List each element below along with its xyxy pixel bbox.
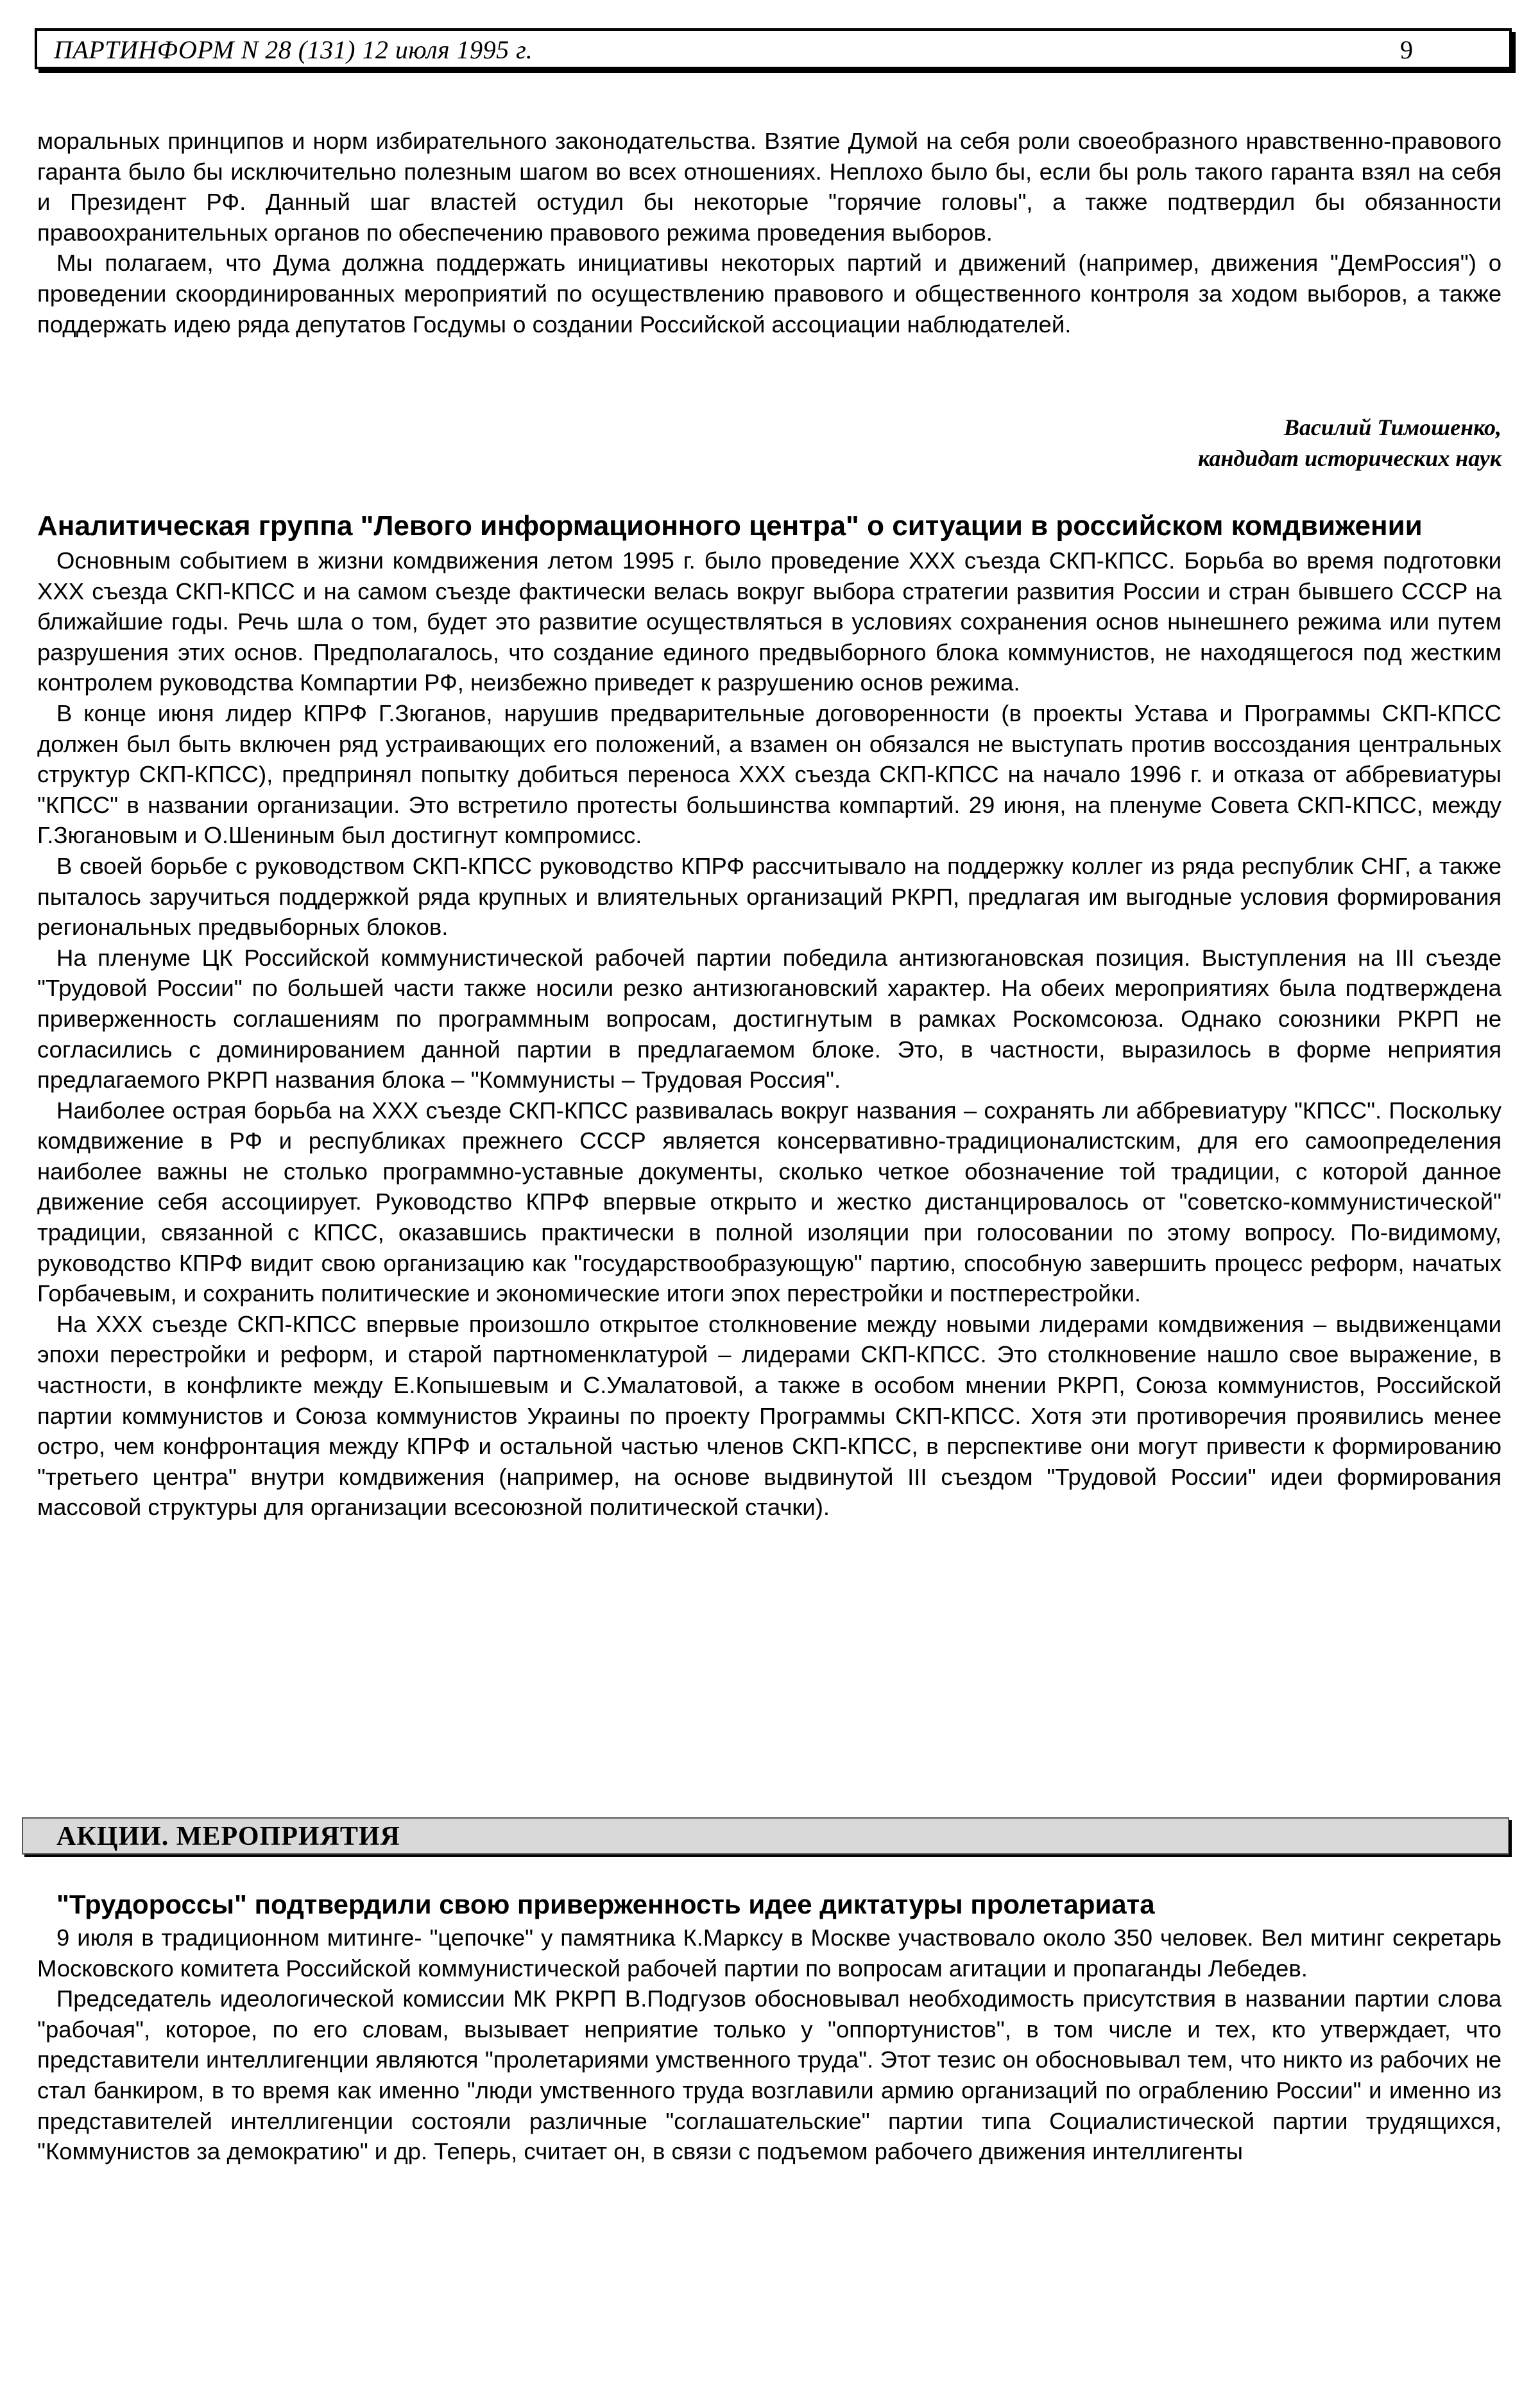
article-1-signature bbox=[1198, 412, 1502, 474]
article-2-paragraph: Наиболее острая борьба на XXX съезде СКП-КПСС развивалась вокруг названия – сохранять ли аббревиатуру "КПСС". Поскольку комдвижение в РФ и республиках прежнего СССР является консервативно-традиционалистским, для его самоопределения наиболее важны не столько программно-уставные документы, сколько четкое обозначение той традиции, с которой данное движение себя ассоциирует. Руководство КПРФ впервые открыто и жестко дистанцировалось от "советско-коммунистической" традиции, связанной с КПСС, оказавшись практически в полной изоляции при голосовании по этому вопросу. По-видимому, руководство КПРФ видит свою организацию как "государствообразующую" партию, способную завершить процесс реформ, начатых Горбачевым, и сохранить политические и экономические итоги эпох перестройки и постперестройки. bbox=[37, 1097, 1502, 1307]
article-2-paragraph: Основным событием в жизни комдвижения летом 1995 г. было проведение XXX съезда СКП-КПСС. Борьба во время подготовки XXX съезда СКП-КПСС и на самом съезде фактически велась вокруг выбора стратегии развития России и стран бывшего СССР на ближайшие годы. Речь шла о том, будет это развитие осуществляться в условиях сохранения основ нынешнего режима или путем разрушения этих основ. Предполагалось, что создание единого предвыборного блока коммунистов, не находящегося под жестким контролем руководства Компартии РФ, неизбежно приведет к разрушению основ режима. bbox=[37, 547, 1502, 696]
author-title: кандидат исторических наук bbox=[1197, 445, 1502, 471]
article-3-paragraph: Председатель идеологической комиссии МК РКРП В.Подгузов обосновывал необходимость присутствия в названии партии слова "рабочая", которое, по его словам, вызывает неприятие только у "оппортунистов", в том числе и тех, кто утверждает, что представители интеллигенции являются "пролетариями умственного труда". Этот тезис он обосновывал тем, что никто из рабочих не стал банкиром, в то время как именно "люди умственного труда возглавили армию организаций по ограблению России" и именно из представителей интеллигенции состояли различные "соглашательские" партии типа Социалистической партии трудящихся, "Коммунистов за демократию" и др. Теперь, считает он, в связи с подъемом рабочего движения интеллигенты bbox=[37, 1985, 1502, 2165]
page-header bbox=[35, 28, 1512, 69]
article-1-paragraph: моральных принципов и норм избирательного законодательства. Взятие Думой на себя роли своеобразного нравственно-правового гаранта было бы исключительно полезным шагом во всех отношениях. Неплохо было бы, если бы роль такого гаранта взял на себя и Президент РФ. Данный шаг властей остудил бы некоторые "горячие головы", а также подтвердил бы обязанности правоохранительных органов по обеспечению правового режима проведения выборов. bbox=[37, 128, 1502, 246]
article-2-paragraph: На пленуме ЦК Российской коммунистической рабочей партии победила антизюгановская позиция. Выступления на III съезде "Трудовой России" по большей части также носили резко антизюгановский характер. На обеих мероприятиях была подтверждена приверженность соглашениям по программным вопросам, достигнутым в рамках Роскомсоюза. Однако союзники РКРП не согласились с доминированием данной партии в предлагаемом блоке. Это, в частности, выразилось в форме неприятия предлагаемого РКРП названия блока – "Коммунисты – Трудовая Россия". bbox=[37, 944, 1502, 1093]
publication-title: ПАРТИНФОРМ N 28 (131) 12 июля 1995 г. bbox=[54, 35, 533, 64]
article-2 bbox=[37, 510, 1502, 1523]
article-3-body bbox=[37, 1923, 1502, 2167]
section-header-bar bbox=[22, 1817, 1509, 1855]
article-1-paragraph: Мы полагаем, что Дума должна поддержать инициативы некоторых партий и движений (например, движения "ДемРоссия") о проведении скоординированных мероприятий по осуществлению правового и общественного контроля за ходом выборов, а также поддержать идею ряда депутатов Госдумы о создании Российской ассоциации наблюдателей. bbox=[37, 250, 1502, 338]
article-2-body bbox=[37, 545, 1502, 1523]
section-title: АКЦИИ. МЕРОПРИЯТИЯ bbox=[56, 1822, 400, 1851]
article-3-heading: "Трудороссы" подтвердили свою приверженность идее диктатуры пролетариата bbox=[56, 1889, 1155, 1919]
article-1-body bbox=[37, 126, 1502, 339]
article-3 bbox=[37, 1888, 1502, 2167]
author-name: Василий Тимошенко, bbox=[1283, 415, 1502, 440]
page-number: 9 bbox=[1400, 35, 1413, 64]
article-2-heading: Аналитическая группа "Левого информационного центра" о ситуации в российском комдвижении bbox=[37, 510, 1423, 542]
article-3-paragraph: 9 июля в традиционном митинге- "цепочке" у памятника К.Марксу в Москве участвовало около 350 человек. Вел митинг секретарь Московского комитета Российской коммунистической рабочей партии по вопросам агитации и пропаганды Лебедев. bbox=[37, 1924, 1502, 1982]
article-2-paragraph: В конце июня лидер КПРФ Г.Зюганов, нарушив предварительные договоренности (в проекты Устава и Программы СКП-КПСС должен был быть включен ряд устраивающих его положений, а взамен он обязался не выступать против воссоздания центральных структур СКП-КПСС), предпринял попытку добиться переноса XXX съезда СКП-КПСС на начало 1996 г. и отказа от аббревиатуры "КПСС" в названии организации. Это встретило протесты большинства компартий. 29 июня, на пленуме Совета СКП-КПСС, между Г.Зюгановым и О.Шениным был достигнут компромисс. bbox=[37, 699, 1502, 849]
article-2-paragraph: На XXX съезде СКП-КПСС впервые произошло открытое столкновение между новыми лидерами комдвижения – выдвиженцами эпохи перестройки и реформ, и старой партноменклатурой – лидерами СКП-КПСС. Это столкновение нашло свое выражение, в частности, в конфликте между Е.Копышевым и С.Умалатовой, а также в особом мнении РКРП, Союза коммунистов, Российской партии коммунистов и Союза коммунистов Украины по проекту Программы СКП-КПСС. Хотя эти противоречия проявились менее остро, чем конфронтация между КПРФ и остальной частью членов СКП-КПСС, в перспективе они могут привести к формированию "третьего центра" внутри комдвижения (например, на основе выдвинутой III съездом "Трудовой России" идеи формирования массовой структуры для организации всесоюзной политической стачки). bbox=[37, 1310, 1502, 1521]
article-2-paragraph: В своей борьбе с руководством СКП-КПСС руководство КПРФ рассчитывало на поддержку коллег из ряда республик СНГ, а также пыталось заручиться поддержкой ряда крупных и влиятельных организаций РКРП, предлагая им выгодные условия формирования региональных предвыборных блоков. bbox=[37, 852, 1502, 941]
